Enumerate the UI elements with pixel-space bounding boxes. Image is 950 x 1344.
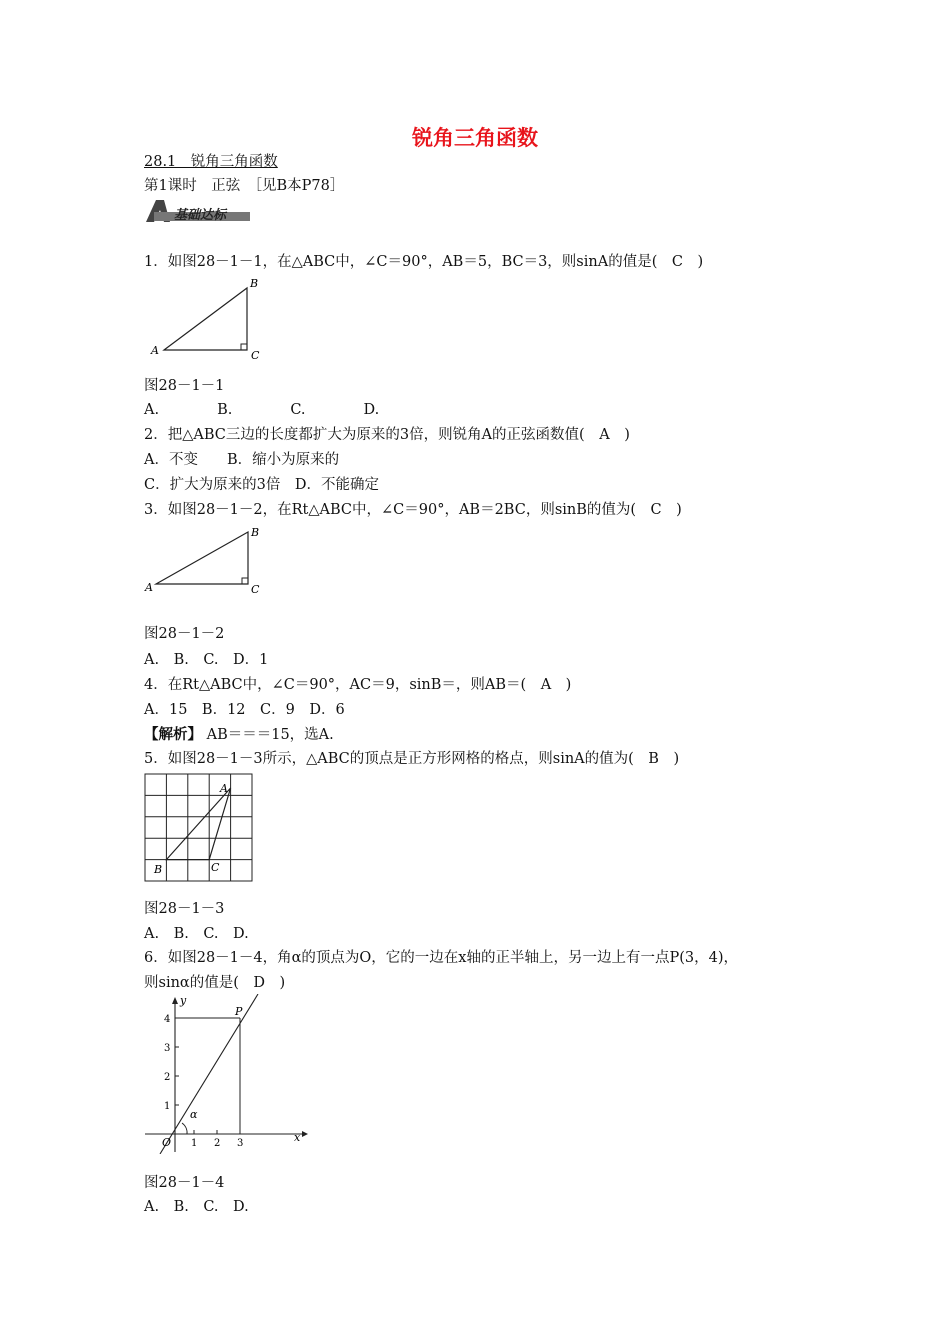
q5-options: A. B. C. D.	[144, 926, 249, 942]
y-tick-2: 2	[164, 1072, 171, 1083]
q1-options: A. B. C. D.	[144, 402, 380, 418]
q2-options-2: C．扩大为原来的3倍 D．不能确定	[144, 477, 379, 493]
analysis-label: 【解析】	[144, 726, 202, 743]
label-A: A	[220, 782, 228, 795]
basic-level-badge	[144, 198, 250, 224]
y-tick-3: 3	[164, 1043, 171, 1054]
q3-text: 3．如图28－1－2，在Rt△ABC中，∠C＝90°，AB＝2BC，则sinB的值为( C )	[144, 502, 682, 518]
y-tick-1: 1	[164, 1101, 171, 1112]
label-alpha: α	[190, 1108, 198, 1121]
triangle	[164, 288, 247, 350]
q3-fig-caption: 图28－1－2	[144, 626, 225, 642]
q2-text: 2．把△ABC三边的长度都扩大为原来的3倍，则锐角A的正弦函数值( A )	[144, 427, 630, 443]
q4-text: 4．在Rt△ABC中，∠C＝90°，AC＝9，sinB＝，则AB＝( A )	[144, 677, 572, 693]
q5-text: 5．如图28－1－3所示，△ABC的顶点是正方形网格的格点，则sinA的值为( B )	[144, 751, 680, 767]
label-O: O	[162, 1136, 172, 1149]
q3-options: A. B. C. D．1	[144, 652, 269, 668]
q6-fig-caption: 图28－1－4	[144, 1175, 225, 1191]
label-y: y	[180, 994, 187, 1007]
right-angle-mark	[241, 344, 247, 350]
q4-options: A．15 B．12 C．9 D．6	[144, 702, 345, 718]
label-A: A	[145, 581, 153, 594]
x-tick-1: 1	[191, 1138, 198, 1149]
label-P: P	[235, 1005, 243, 1018]
q6-text-2: 则sinα的值是( D )	[144, 975, 286, 991]
label-B: B	[251, 526, 260, 539]
analysis-text: AB＝＝＝15，选A.	[206, 727, 334, 743]
label-C: C	[211, 861, 220, 874]
label-C: C	[251, 349, 260, 362]
q6-options: A. B. C. D.	[144, 1199, 249, 1215]
triangle	[156, 532, 248, 584]
lesson-heading: 第1课时 正弦 ［见B本P78］	[144, 178, 345, 194]
page-title: 锐角三角函数	[412, 126, 538, 150]
q2-options-1: A．不变 B．缩小为原来的	[144, 452, 340, 468]
angle-arc	[182, 1123, 187, 1134]
triangle	[166, 788, 230, 860]
figure-28-1-1	[140, 276, 270, 370]
label-B: B	[154, 863, 163, 876]
label-C: C	[251, 583, 260, 596]
figure-28-1-4	[140, 994, 315, 1158]
figure-28-1-3	[140, 770, 260, 890]
q6-text-1: 6．如图28－1－4，角α的顶点为O，它的一边在x轴的正半轴上，另一边上有一点P(3，4)，	[144, 950, 739, 966]
y-tick-4: 4	[164, 1014, 171, 1025]
label-x: x	[294, 1131, 301, 1144]
y-axis-arrow	[172, 997, 178, 1004]
section-heading: 28.1 锐角三角函数	[144, 154, 278, 170]
q5-fig-caption: 图28－1－3	[144, 901, 225, 917]
q1-fig-caption: 图28－1－1	[144, 378, 225, 394]
q1-text: 1．如图28－1－1，在△ABC中，∠C＝90°，AB＝5，BC＝3，则sinA的值是( C )	[144, 254, 704, 270]
right-angle-mark	[242, 578, 248, 584]
badge-label: 基础达标	[173, 208, 227, 223]
figure-28-1-2	[140, 522, 270, 604]
label-A: A	[151, 344, 159, 357]
q4-analysis	[144, 725, 334, 745]
label-B: B	[250, 277, 259, 290]
x-axis-arrow	[302, 1131, 308, 1137]
x-tick-3: 3	[237, 1138, 244, 1149]
x-tick-2: 2	[214, 1138, 221, 1149]
